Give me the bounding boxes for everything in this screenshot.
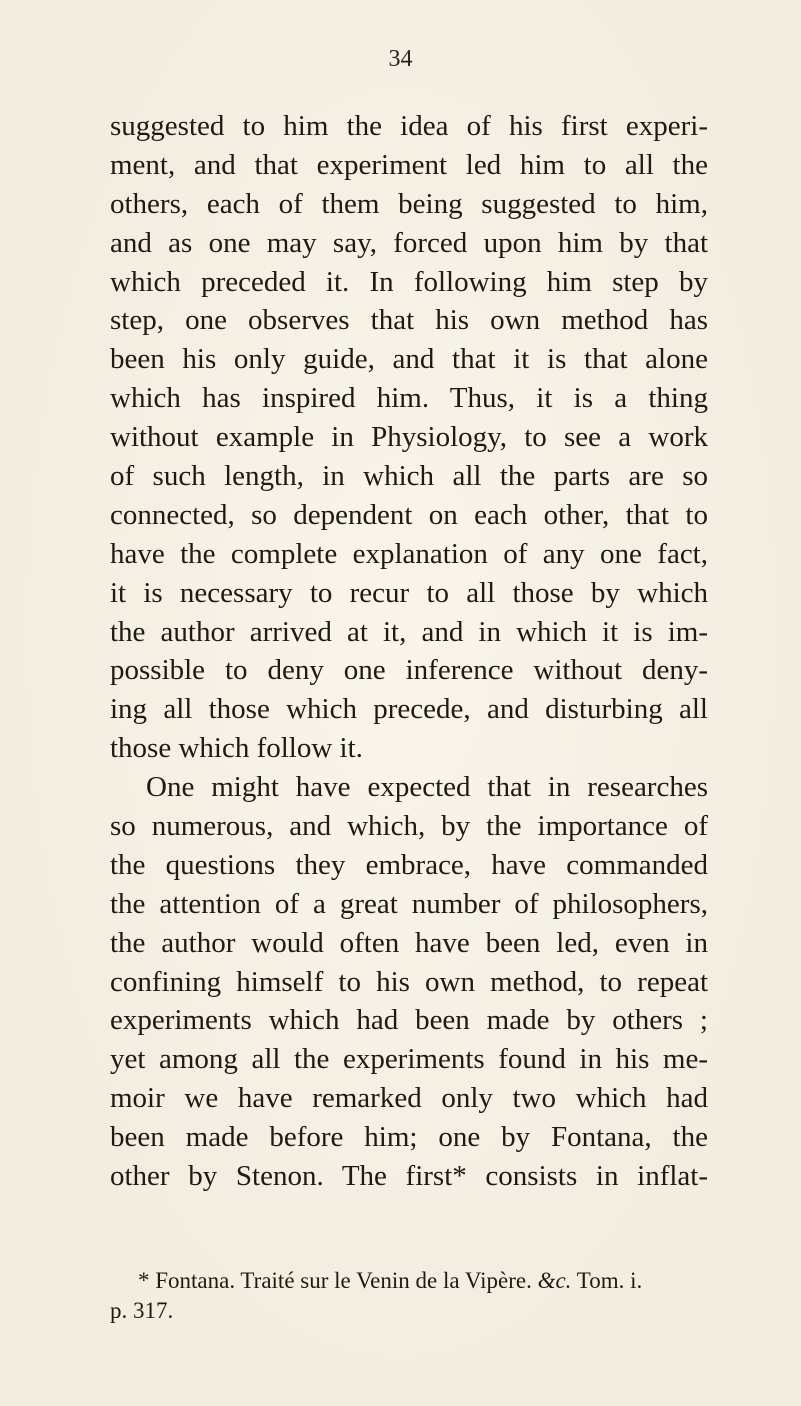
text-line: the attention of a great number of philosophers, [110, 887, 708, 920]
text-line: have the complete explanation of any one fact, [110, 537, 708, 570]
text-line: which has inspired him. Thus, it is a thing [110, 382, 708, 415]
text-line: others, each of them being suggested to him, [110, 187, 708, 220]
text-line: so numerous, and which, by the importance of [110, 810, 708, 843]
footnote-citation: * Fontana. Traité sur le Venin de la Vipère. [138, 1268, 538, 1293]
text-line: it is necessary to recur to all those by which [110, 576, 708, 609]
footnote-volume: Tom. i. [571, 1268, 643, 1293]
text-line: experiments which had been made by others ; [110, 1004, 708, 1037]
text-line: been his only guide, and that it is that alone [110, 343, 708, 376]
page-number: 34 [388, 46, 413, 72]
text-line: the author arrived at it, and in which it is im- [110, 615, 708, 648]
text-line: those which follow it. [110, 732, 363, 765]
text-line: step, one observes that his own method has [110, 304, 708, 337]
text-line: other by Stenon. The first* consists in inflat- [110, 1160, 708, 1193]
text-line: the questions they embrace, have commanded [110, 848, 708, 881]
text-line: connected, so dependent on each other, that to [110, 498, 708, 531]
text-line: One might have expected that in researches [146, 771, 708, 804]
footnote-line: p. 317. [110, 1298, 174, 1323]
body-text [110, 107, 708, 1196]
footnote-line [110, 1266, 708, 1296]
text-line: and as one may say, forced upon him by that [110, 226, 708, 259]
text-line: without example in Physiology, to see a work [110, 421, 708, 454]
text-line: possible to deny one inference without deny- [110, 654, 708, 687]
text-line: confining himself to his own method, to repeat [110, 965, 708, 998]
footnote-etc: &c. [537, 1268, 572, 1293]
text-line: yet among all the experiments found in his me- [110, 1043, 708, 1076]
text-line: moir we have remarked only two which had [110, 1082, 708, 1115]
footnote [110, 1266, 708, 1326]
text-line: ing all those which precede, and disturbing all [110, 693, 708, 726]
text-line: ment, and that experiment led him to all the [110, 148, 708, 181]
text-line: the author would often have been led, even in [110, 926, 708, 959]
text-line: which preceded it. In following him step by [110, 265, 708, 298]
text-line: of such length, in which all the parts are so [110, 460, 708, 493]
text-line: been made before him; one by Fontana, the [110, 1121, 708, 1154]
text-line: suggested to him the idea of his first experi- [110, 110, 708, 142]
